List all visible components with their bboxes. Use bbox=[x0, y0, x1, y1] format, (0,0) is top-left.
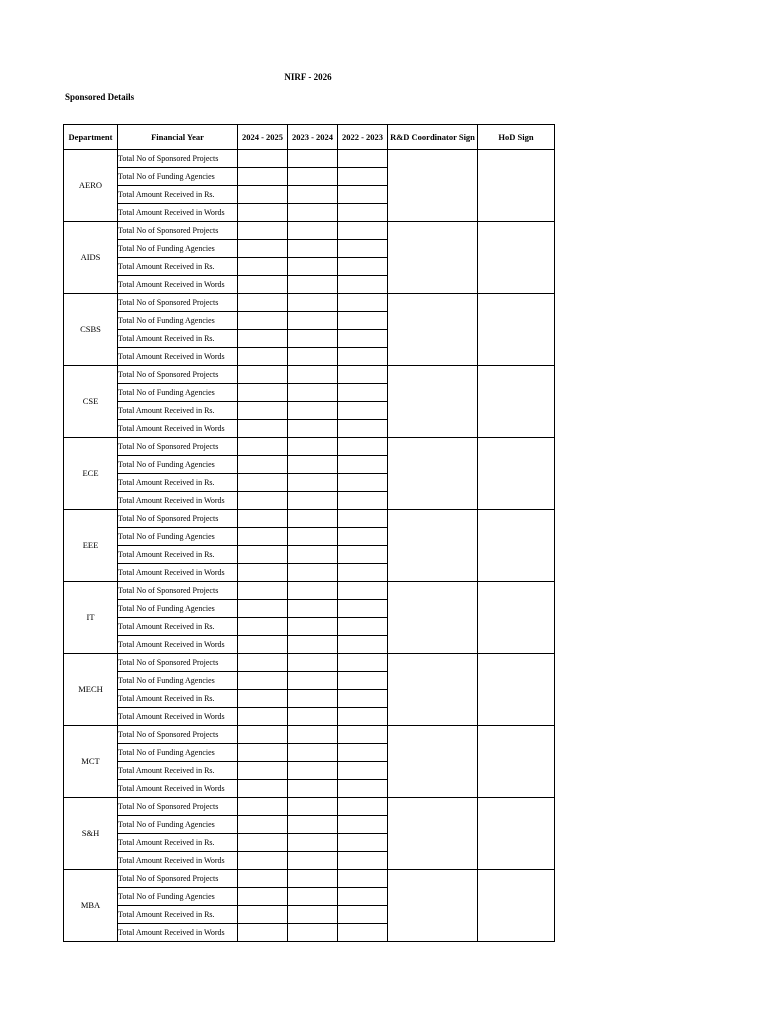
hod-sign-cell bbox=[478, 510, 555, 582]
row-label: Total Amount Received in Words bbox=[118, 420, 238, 438]
value-cell bbox=[338, 348, 388, 366]
row-label: Total No of Sponsored Projects bbox=[118, 294, 238, 312]
row-label: Total Amount Received in Rs. bbox=[118, 474, 238, 492]
value-cell bbox=[238, 744, 288, 762]
value-cell bbox=[288, 636, 338, 654]
value-cell bbox=[338, 726, 388, 744]
value-cell bbox=[288, 204, 338, 222]
value-cell bbox=[288, 384, 338, 402]
value-cell bbox=[238, 690, 288, 708]
value-cell bbox=[288, 654, 338, 672]
value-cell bbox=[288, 924, 338, 942]
value-cell bbox=[288, 474, 338, 492]
value-cell bbox=[238, 294, 288, 312]
value-cell bbox=[238, 546, 288, 564]
value-cell bbox=[238, 276, 288, 294]
row-label: Total No of Sponsored Projects bbox=[118, 510, 238, 528]
value-cell bbox=[238, 564, 288, 582]
value-cell bbox=[338, 222, 388, 240]
value-cell bbox=[288, 294, 338, 312]
value-cell bbox=[338, 204, 388, 222]
rd-coordinator-sign-cell bbox=[388, 726, 478, 798]
rd-coordinator-sign-cell bbox=[388, 510, 478, 582]
value-cell bbox=[288, 708, 338, 726]
value-cell bbox=[238, 492, 288, 510]
header-department: Department bbox=[64, 125, 118, 150]
value-cell bbox=[238, 888, 288, 906]
value-cell bbox=[338, 420, 388, 438]
row-label: Total No of Sponsored Projects bbox=[118, 798, 238, 816]
value-cell bbox=[288, 546, 338, 564]
value-cell bbox=[238, 438, 288, 456]
value-cell bbox=[288, 618, 338, 636]
row-label: Total No of Funding Agencies bbox=[118, 384, 238, 402]
row-label: Total Amount Received in Words bbox=[118, 204, 238, 222]
value-cell bbox=[288, 726, 338, 744]
value-cell bbox=[288, 888, 338, 906]
department-cell: AIDS bbox=[64, 222, 118, 294]
value-cell bbox=[338, 438, 388, 456]
value-cell bbox=[238, 654, 288, 672]
value-cell bbox=[238, 636, 288, 654]
header-year-2024-2025: 2024 - 2025 bbox=[238, 125, 288, 150]
value-cell bbox=[238, 600, 288, 618]
rd-coordinator-sign-cell bbox=[388, 654, 478, 726]
table-row bbox=[64, 510, 555, 528]
value-cell bbox=[338, 618, 388, 636]
value-cell bbox=[238, 672, 288, 690]
value-cell bbox=[238, 258, 288, 276]
value-cell bbox=[288, 186, 338, 204]
hod-sign-cell bbox=[478, 366, 555, 438]
value-cell bbox=[288, 348, 338, 366]
value-cell bbox=[338, 240, 388, 258]
value-cell bbox=[338, 906, 388, 924]
row-label: Total Amount Received in Words bbox=[118, 780, 238, 798]
value-cell bbox=[238, 618, 288, 636]
value-cell bbox=[338, 492, 388, 510]
row-label: Total No of Sponsored Projects bbox=[118, 438, 238, 456]
value-cell bbox=[288, 222, 338, 240]
sponsored-details-table bbox=[63, 124, 555, 942]
value-cell bbox=[288, 168, 338, 186]
row-label: Total Amount Received in Rs. bbox=[118, 618, 238, 636]
value-cell bbox=[338, 654, 388, 672]
value-cell bbox=[288, 834, 338, 852]
department-cell: EEE bbox=[64, 510, 118, 582]
value-cell bbox=[338, 474, 388, 492]
value-cell bbox=[338, 600, 388, 618]
value-cell bbox=[338, 690, 388, 708]
section-label: Sponsored Details bbox=[65, 92, 135, 102]
row-label: Total No of Funding Agencies bbox=[118, 528, 238, 546]
department-cell: CSBS bbox=[64, 294, 118, 366]
department-cell: MCT bbox=[64, 726, 118, 798]
table-row bbox=[64, 366, 555, 384]
hod-sign-cell bbox=[478, 726, 555, 798]
value-cell bbox=[288, 366, 338, 384]
value-cell bbox=[238, 852, 288, 870]
row-label: Total Amount Received in Words bbox=[118, 924, 238, 942]
document-title: NIRF - 2026 bbox=[284, 72, 332, 82]
value-cell bbox=[288, 672, 338, 690]
department-cell: MBA bbox=[64, 870, 118, 942]
table-header-row bbox=[64, 125, 555, 150]
department-cell: S&H bbox=[64, 798, 118, 870]
value-cell bbox=[288, 312, 338, 330]
hod-sign-cell bbox=[478, 582, 555, 654]
row-label: Total Amount Received in Rs. bbox=[118, 546, 238, 564]
value-cell bbox=[238, 348, 288, 366]
table-row bbox=[64, 150, 555, 168]
value-cell bbox=[288, 528, 338, 546]
row-label: Total No of Funding Agencies bbox=[118, 168, 238, 186]
value-cell bbox=[338, 366, 388, 384]
value-cell bbox=[338, 456, 388, 474]
value-cell bbox=[338, 636, 388, 654]
value-cell bbox=[338, 384, 388, 402]
value-cell bbox=[338, 672, 388, 690]
value-cell bbox=[238, 510, 288, 528]
value-cell bbox=[288, 582, 338, 600]
table-row bbox=[64, 582, 555, 600]
rd-coordinator-sign-cell bbox=[388, 222, 478, 294]
row-label: Total No of Funding Agencies bbox=[118, 816, 238, 834]
value-cell bbox=[238, 474, 288, 492]
hod-sign-cell bbox=[478, 654, 555, 726]
row-label: Total No of Sponsored Projects bbox=[118, 222, 238, 240]
hod-sign-cell bbox=[478, 438, 555, 510]
value-cell bbox=[288, 564, 338, 582]
value-cell bbox=[238, 420, 288, 438]
value-cell bbox=[238, 870, 288, 888]
row-label: Total Amount Received in Words bbox=[118, 348, 238, 366]
value-cell bbox=[238, 222, 288, 240]
value-cell bbox=[238, 924, 288, 942]
value-cell bbox=[288, 420, 338, 438]
value-cell bbox=[338, 168, 388, 186]
value-cell bbox=[238, 582, 288, 600]
row-label: Total No of Sponsored Projects bbox=[118, 582, 238, 600]
row-label: Total Amount Received in Words bbox=[118, 852, 238, 870]
value-cell bbox=[288, 600, 338, 618]
value-cell bbox=[338, 780, 388, 798]
rd-coordinator-sign-cell bbox=[388, 870, 478, 942]
row-label: Total Amount Received in Words bbox=[118, 708, 238, 726]
hod-sign-cell bbox=[478, 222, 555, 294]
value-cell bbox=[288, 240, 338, 258]
value-cell bbox=[238, 240, 288, 258]
value-cell bbox=[338, 258, 388, 276]
value-cell bbox=[238, 384, 288, 402]
value-cell bbox=[338, 186, 388, 204]
rd-coordinator-sign-cell bbox=[388, 438, 478, 510]
department-cell: IT bbox=[64, 582, 118, 654]
value-cell bbox=[238, 150, 288, 168]
value-cell bbox=[288, 906, 338, 924]
row-label: Total No of Funding Agencies bbox=[118, 672, 238, 690]
row-label: Total No of Funding Agencies bbox=[118, 456, 238, 474]
value-cell bbox=[338, 762, 388, 780]
row-label: Total Amount Received in Words bbox=[118, 492, 238, 510]
header-year-2022-2023: 2022 - 2023 bbox=[338, 125, 388, 150]
hod-sign-cell bbox=[478, 150, 555, 222]
value-cell bbox=[338, 294, 388, 312]
row-label: Total No of Sponsored Projects bbox=[118, 726, 238, 744]
value-cell bbox=[288, 816, 338, 834]
row-label: Total Amount Received in Rs. bbox=[118, 186, 238, 204]
hod-sign-cell bbox=[478, 294, 555, 366]
department-cell: ECE bbox=[64, 438, 118, 510]
value-cell bbox=[238, 366, 288, 384]
row-label: Total Amount Received in Rs. bbox=[118, 330, 238, 348]
value-cell bbox=[288, 492, 338, 510]
row-label: Total No of Funding Agencies bbox=[118, 312, 238, 330]
value-cell bbox=[238, 330, 288, 348]
value-cell bbox=[338, 870, 388, 888]
value-cell bbox=[238, 780, 288, 798]
value-cell bbox=[338, 546, 388, 564]
value-cell bbox=[338, 150, 388, 168]
value-cell bbox=[238, 456, 288, 474]
value-cell bbox=[338, 924, 388, 942]
row-label: Total No of Sponsored Projects bbox=[118, 366, 238, 384]
value-cell bbox=[238, 906, 288, 924]
value-cell bbox=[238, 726, 288, 744]
row-label: Total No of Funding Agencies bbox=[118, 744, 238, 762]
row-label: Total Amount Received in Words bbox=[118, 636, 238, 654]
value-cell bbox=[288, 870, 338, 888]
row-label: Total No of Funding Agencies bbox=[118, 888, 238, 906]
value-cell bbox=[288, 258, 338, 276]
department-cell: AERO bbox=[64, 150, 118, 222]
row-label: Total Amount Received in Rs. bbox=[118, 762, 238, 780]
rd-coordinator-sign-cell bbox=[388, 294, 478, 366]
value-cell bbox=[288, 762, 338, 780]
header-year-2023-2024: 2023 - 2024 bbox=[288, 125, 338, 150]
value-cell bbox=[238, 798, 288, 816]
table-body bbox=[64, 150, 555, 942]
department-cell: MECH bbox=[64, 654, 118, 726]
value-cell bbox=[338, 528, 388, 546]
value-cell bbox=[288, 276, 338, 294]
row-label: Total No of Sponsored Projects bbox=[118, 654, 238, 672]
value-cell bbox=[338, 510, 388, 528]
value-cell bbox=[288, 330, 338, 348]
value-cell bbox=[238, 816, 288, 834]
table-row bbox=[64, 222, 555, 240]
value-cell bbox=[288, 744, 338, 762]
value-cell bbox=[238, 168, 288, 186]
value-cell bbox=[238, 402, 288, 420]
value-cell bbox=[288, 852, 338, 870]
header-financial-year: Financial Year bbox=[118, 125, 238, 150]
department-cell: CSE bbox=[64, 366, 118, 438]
value-cell bbox=[288, 798, 338, 816]
value-cell bbox=[338, 744, 388, 762]
row-label: Total No of Funding Agencies bbox=[118, 600, 238, 618]
hod-sign-cell bbox=[478, 870, 555, 942]
value-cell bbox=[338, 708, 388, 726]
value-cell bbox=[238, 528, 288, 546]
row-label: Total Amount Received in Words bbox=[118, 564, 238, 582]
table-row bbox=[64, 870, 555, 888]
row-label: Total Amount Received in Rs. bbox=[118, 402, 238, 420]
row-label: Total No of Funding Agencies bbox=[118, 240, 238, 258]
value-cell bbox=[338, 330, 388, 348]
value-cell bbox=[238, 708, 288, 726]
value-cell bbox=[288, 780, 338, 798]
value-cell bbox=[238, 762, 288, 780]
value-cell bbox=[338, 852, 388, 870]
row-label: Total Amount Received in Rs. bbox=[118, 258, 238, 276]
row-label: Total Amount Received in Rs. bbox=[118, 690, 238, 708]
value-cell bbox=[338, 276, 388, 294]
header-rd-coordinator-sign: R&D Coordinator Sign bbox=[388, 125, 478, 150]
value-cell bbox=[288, 456, 338, 474]
row-label: Total No of Sponsored Projects bbox=[118, 150, 238, 168]
value-cell bbox=[338, 816, 388, 834]
rd-coordinator-sign-cell bbox=[388, 582, 478, 654]
hod-sign-cell bbox=[478, 798, 555, 870]
value-cell bbox=[288, 402, 338, 420]
table-row bbox=[64, 798, 555, 816]
value-cell bbox=[238, 204, 288, 222]
value-cell bbox=[338, 402, 388, 420]
value-cell bbox=[338, 582, 388, 600]
row-label: Total Amount Received in Words bbox=[118, 276, 238, 294]
table-row bbox=[64, 726, 555, 744]
value-cell bbox=[238, 834, 288, 852]
table-row bbox=[64, 438, 555, 456]
row-label: Total Amount Received in Rs. bbox=[118, 906, 238, 924]
table-row bbox=[64, 294, 555, 312]
header-hod-sign: HoD Sign bbox=[478, 125, 555, 150]
rd-coordinator-sign-cell bbox=[388, 366, 478, 438]
value-cell bbox=[238, 312, 288, 330]
value-cell bbox=[338, 888, 388, 906]
value-cell bbox=[338, 564, 388, 582]
value-cell bbox=[288, 510, 338, 528]
table-row bbox=[64, 654, 555, 672]
value-cell bbox=[338, 834, 388, 852]
row-label: Total No of Sponsored Projects bbox=[118, 870, 238, 888]
rd-coordinator-sign-cell bbox=[388, 798, 478, 870]
value-cell bbox=[338, 798, 388, 816]
rd-coordinator-sign-cell bbox=[388, 150, 478, 222]
value-cell bbox=[288, 438, 338, 456]
row-label: Total Amount Received in Rs. bbox=[118, 834, 238, 852]
value-cell bbox=[288, 150, 338, 168]
value-cell bbox=[338, 312, 388, 330]
value-cell bbox=[238, 186, 288, 204]
value-cell bbox=[288, 690, 338, 708]
